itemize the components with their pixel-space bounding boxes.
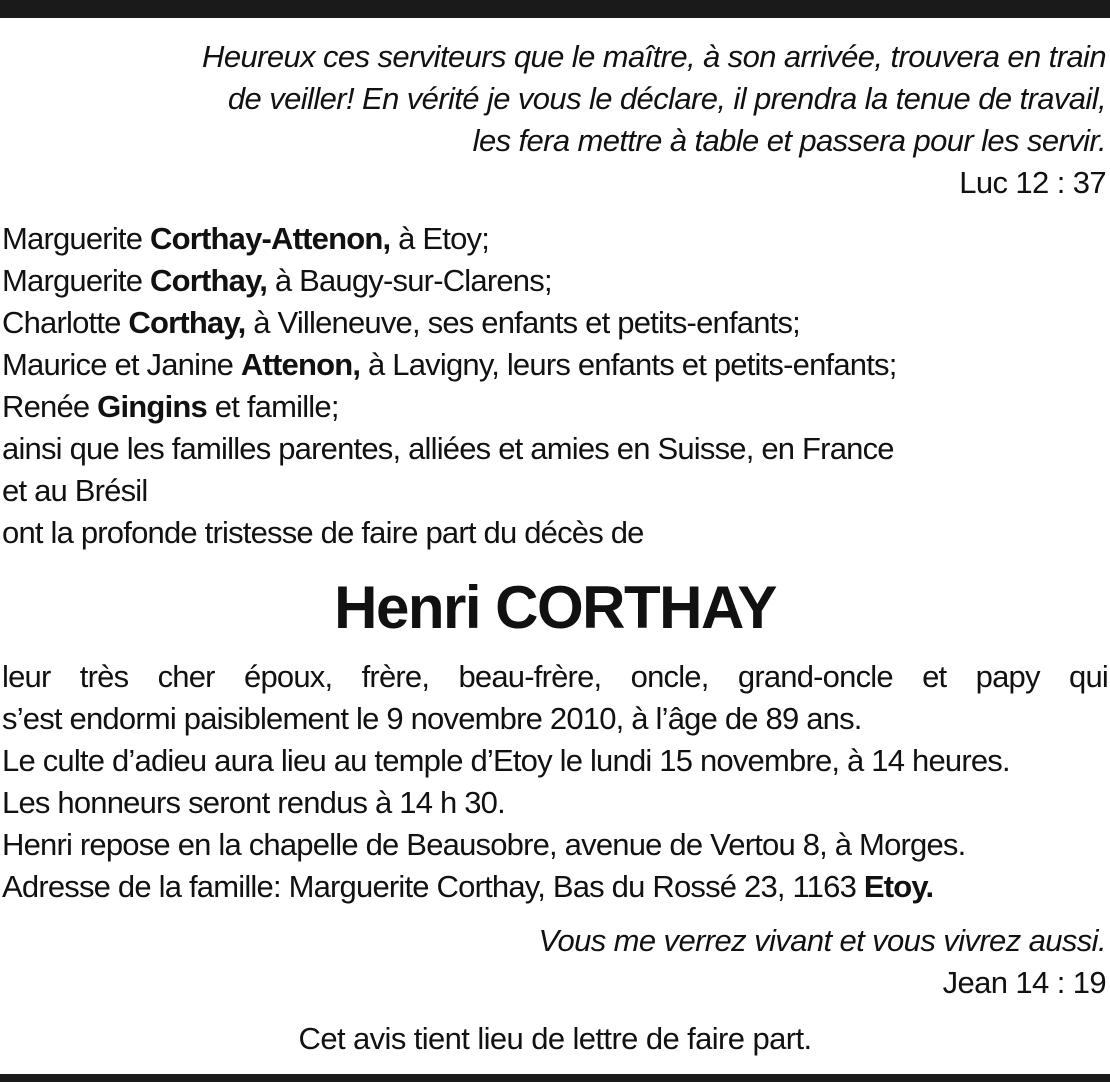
closing-verse-reference: Jean 14 : 19 [942,965,1106,1000]
deceased-name: Henri CORTHAY [334,574,776,641]
closing-notice: Cet avis tient lieu de lettre de faire part. [298,1021,812,1056]
mourner-surname: Corthay, [150,263,268,298]
body-line: leur très cher époux, frère, beau-frère, oncle, grand-oncle et papy qui [2,659,1108,694]
announcement-line: ont la profonde tristesse de faire part du décès de [2,515,644,550]
mourner-surname: Corthay-Attenon, [150,221,391,256]
mourner-surname: Gingins [97,389,207,424]
family-address-line: Adresse de la famille: Marguerite Corthay, Bas du Rossé 23, 1163 Etoy. [2,869,934,904]
opening-verse-reference: Luc 12 : 37 [959,165,1106,200]
opening-verse [202,36,1106,162]
mourner-line: Maurice et Janine Attenon, à Lavigny, leurs enfants et petits-enfants; [2,347,897,382]
body-line: s’est endormi paisiblement le 9 novembre 2010, à l’âge de 89 ans. [2,701,862,736]
obituary-body [2,656,1108,908]
mourners-list [2,218,897,554]
mourner-line: Renée Gingins et famille; [2,389,339,424]
verse-line: Heureux ces serviteurs que le maître, à son arrivée, trouvera en train [202,39,1106,74]
mourner-line: et au Brésil [2,473,148,508]
verse-line: de veiller! En vérité je vous le déclare, il prendra la tenue de travail, [227,81,1106,116]
mourner-line: Marguerite Corthay, à Baugy-sur-Clarens; [2,263,552,298]
mourner-line: Marguerite Corthay-Attenon, à Etoy; [2,221,490,256]
mourner-surname: Corthay, [128,305,246,340]
mourner-surname: Attenon, [240,347,361,382]
mourner-line: Charlotte Corthay, à Villeneuve, ses enfants et petits-enfants; [2,305,800,340]
honours-line: Les honneurs seront rendus à 14 h 30. [2,785,505,820]
top-rule [0,0,1110,18]
bottom-rule [0,1074,1110,1082]
verse-line: les fera mettre à table et passera pour les servir. [472,123,1106,158]
family-address-town: Etoy. [863,869,934,904]
closing-verse: Vous me verrez vivant et vous vivrez aussi. [538,923,1106,958]
funeral-service-line: Le culte d’adieu aura lieu au temple d’Etoy le lundi 15 novembre, à 14 heures. [2,743,1010,778]
mourner-line: ainsi que les familles parentes, alliées et amies en Suisse, en France [2,431,894,466]
resting-place-line: Henri repose en la chapelle de Beausobre, avenue de Vertou 8, à Morges. [2,827,966,862]
